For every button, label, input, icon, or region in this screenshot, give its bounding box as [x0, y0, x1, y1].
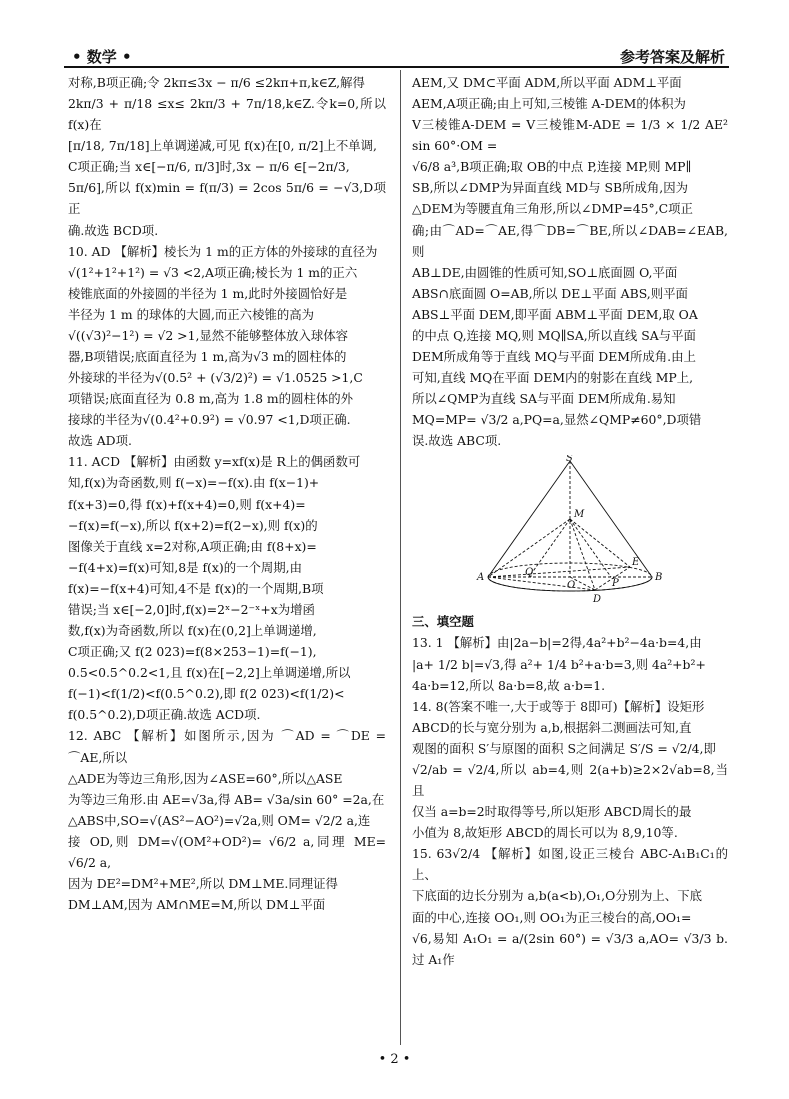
text-line: 为等边三角形.由 AE=√3a,得 AB= √3a/sin 60° =2a,在: [68, 791, 385, 807]
right-column: [412, 72, 728, 970]
text-line: 14. 8(答案不唯一,大于或等于 8即可)【解析】设矩形: [412, 698, 705, 714]
text-line: 12. ABC 【解析】如图所示,因为 ⌒AD = ⌒DE = ⌒AE,所以: [68, 728, 386, 765]
header-rule: [64, 66, 729, 68]
text-line: 可知,直线 MQ在平面 DEM内的射影在直线 MP上,: [412, 370, 694, 386]
text-line: 故选 AD项.: [68, 433, 132, 449]
right-column-top: [412, 72, 728, 451]
text-line: 半径为 1 m 的球体的大圆,而正六棱锥的高为: [68, 306, 315, 322]
text-line: 仅当 a=b=2时取得等号,所以矩形 ABCD周长的最: [412, 804, 692, 820]
text-line: √((√3)²−1²) = √2 >1,显然不能够整体放入球体容: [68, 327, 349, 343]
text-line: 所以∠QMP为直线 SA与平面 DEM所成角.易知: [412, 391, 676, 407]
subject-label: • 数学 •: [72, 48, 132, 66]
text-line: ABS⊥平面 DEM,即平面 ABM⊥平面 DEM,取 OA: [412, 306, 698, 322]
text-line: 外接球的半径为√(0.5² + (√3/2)²) = √1.0525 >1,C: [68, 370, 363, 386]
text-line: 数,f(x)为奇函数,所以 f(x)在(0,2]上单调递增,: [68, 623, 317, 639]
text-line: −f(x)=f(−x),所以 f(x+2)=f(2−x),则 f(x)的: [68, 517, 318, 533]
text-line: △DEM为等腰直角三角形,所以∠DMP=45°,C项正: [412, 201, 693, 217]
text-line: 对称,B项正确;令 2kπ≤3x − π/6 ≤2kπ+π,k∈Z,解得: [68, 75, 365, 90]
label-b: B: [655, 572, 663, 584]
label-s: S: [566, 455, 573, 465]
text-line: 误.故选 ABC项.: [412, 433, 502, 449]
column-divider: [400, 70, 401, 1045]
text-line: C项正确;当 x∈[−π/6, π/3]时,3x − π/6 ∈[−2π/3,: [68, 159, 350, 175]
text-line: 器,B项错误;底面直径为 1 m,高为√3 m的圆柱体的: [68, 349, 347, 365]
right-column-bottom: [412, 632, 728, 969]
text-line: 接 OD,则 DM=√(OM²+OD²)= √6/2 a,同理 ME= √6/2 a,: [68, 833, 386, 870]
text-line: DEM所成角等于直线 MQ与平面 DEM所成角.由上: [412, 349, 696, 365]
text-line: 小值为 8,故矩形 ABCD的周长可以为 8,9,10等.: [412, 825, 678, 841]
text-line: 项错误;底面直径为 0.8 m,高为 1.8 m的圆柱体的外: [68, 391, 354, 407]
text-line: 知,f(x)为奇函数,则 f(−x)=−f(x).由 f(x−1)+: [68, 475, 320, 491]
page-number: • 2 •: [378, 1052, 411, 1067]
text-line: DM⊥AM,因为 AM∩ME=M,所以 DM⊥平面: [68, 897, 326, 913]
label-p: P: [612, 578, 619, 590]
label-q: Q: [525, 567, 534, 579]
text-line: 11. ACD 【解析】由函数 y=xf(x)是 R上的偶函数可: [68, 454, 361, 470]
text-line: MQ=MP= √3/2 a,PQ=a,显然∠QMP≠60°,D项错: [412, 412, 702, 428]
text-line: 观图的面积 S′与原图的面积 S之间满足 S′/S = √2/4,即: [412, 740, 716, 756]
text-line: 图像关于直线 x=2对称,A项正确;由 f(8+x)=: [68, 538, 317, 554]
text-line: AEM,又 DM⊂平面 ADM,所以平面 ADM⊥平面: [412, 75, 682, 90]
text-line: ABS∩底面圆 O=AB,所以 DE⊥平面 ABS,则平面: [412, 285, 688, 301]
text-line: 4a·b=12,所以 8a·b=8,故 a·b=1.: [412, 677, 606, 693]
text-line: 下底面的边长分别为 a,b(a<b),O₁,O分别为上、下底: [412, 888, 702, 904]
label-m: M: [574, 509, 585, 521]
text-line: 棱锥底面的外接圆的半径为 1 m,此时外接圆恰好是: [68, 285, 348, 301]
text-line: 13. 1 【解析】由|2a−b|=2得,4a²+b²−4a·b=4,由: [412, 635, 702, 651]
text-line: 面的中心,连接 OO₁,则 OO₁为正三棱台的高,OO₁=: [412, 909, 692, 925]
section-heading-fill-in: 三、填空题: [412, 614, 474, 630]
text-line: 确;由⌒AD=⌒AE,得⌒DB=⌒BE,所以∠DAB=∠EAB,则: [412, 222, 728, 259]
text-line: △ABS中,SO=√(AS²−AO²)=√2a,则 OM= √2/2 a,连: [68, 812, 371, 828]
text-line: 接球的半径为√(0.4²+0.9²) = √0.97 <1,D项正确.: [68, 412, 351, 428]
label-d: D: [593, 594, 602, 606]
text-line: 的中点 Q,连接 MQ,则 MQ∥SA,所以直线 SA与平面: [412, 327, 696, 343]
text-line: 5π/6],所以 f(x)min = f(π/3) = 2cos 5π/6 = −√3,D项正: [68, 180, 386, 217]
text-line: 10. AD 【解析】棱长为 1 m的正方体的外接球的直径为: [68, 243, 378, 259]
text-line: 0.5<0.5^0.2<1,且 f(x)在[−2,2]上单调递增,所以: [68, 665, 351, 681]
label-a: A: [477, 572, 485, 584]
text-line: [π/18, 7π/18]上单调递减,可见 f(x)在[0, π/2]上不单调,: [68, 138, 377, 154]
text-line: f(0.5^0.2),D项正确.故选 ACD项.: [68, 707, 261, 723]
text-line: 确.故选 BCD项.: [68, 222, 159, 238]
text-line: f(x)=−f(x+4)可知,4不是 f(x)的一个周期,B项: [68, 580, 324, 596]
text-line: √6/8 a³,B项正确;取 OB的中点 P,连接 MP,则 MP∥: [412, 159, 692, 175]
text-line: |a+ 1/2 b|=√3,得 a²+ 1/4 b²+a·b=3,则 4a²+b²+: [412, 656, 706, 672]
text-line: SB,所以∠DMP为异面直线 MD与 SB所成角,因为: [412, 180, 688, 196]
cone-figure: [475, 455, 665, 605]
text-line: 错误;当 x∈[−2,0]时,f(x)=2ˣ−2⁻ˣ+x为增函: [68, 601, 315, 617]
section-title-header: 参考答案及解析: [619, 48, 725, 66]
label-o: O: [567, 580, 576, 592]
text-line: √6,易知 A₁O₁ = a/(2sin 60°) = √3/3 a,AO= √3/3 b.过 A₁作: [412, 930, 728, 967]
text-line: 2kπ/3 + π/18 ≤x≤ 2kπ/3 + 7π/18,k∈Z.令k=0,所以 f(x)在: [68, 96, 386, 133]
text-line: AEM,A项正确;由上可知,三棱锥 A-DEM的体积为: [412, 96, 686, 112]
left-column: [68, 72, 386, 915]
text-line: C项正确;又 f(2 023)=f(8×253−1)=f(−1),: [68, 644, 317, 660]
label-e: E: [632, 557, 640, 569]
text-line: √2/ab = √2/4,所以 ab=4,则 2(a+b)≥2×2√ab=8,当且: [412, 761, 728, 799]
text-line: f(−1)<f(1/2)<f(0.5^0.2),即 f(2 023)<f(1/2)<: [68, 686, 345, 702]
text-line: √(1²+1²+1²) = √3 <2,A项正确;棱长为 1 m的正六: [68, 264, 358, 280]
text-line: f(x+3)=0,得 f(x)+f(x+4)=0,则 f(x+4)=: [68, 496, 306, 512]
text-line: 因为 DE²=DM²+ME²,所以 DM⊥ME.同理证得: [68, 875, 338, 891]
text-line: AB⊥DE,由圆锥的性质可知,SO⊥底面圆 O,平面: [412, 264, 678, 280]
text-line: 15. 63√2/4 【解析】如图,设正三棱台 ABC-A₁B₁C₁的上、: [412, 846, 728, 883]
text-line: △ADE为等边三角形,因为∠ASE=60°,所以△ASE: [68, 770, 343, 786]
text-line: ABCD的长与宽分别为 a,b,根据斜二测画法可知,直: [412, 719, 692, 735]
text-line: V三棱锥A-DEM = V三棱锥M-ADE = 1/3 × 1/2 AE² sin 60°·OM =: [412, 117, 728, 154]
text-line: −f(4+x)=f(x)可知,8是 f(x)的一个周期,由: [68, 559, 302, 575]
